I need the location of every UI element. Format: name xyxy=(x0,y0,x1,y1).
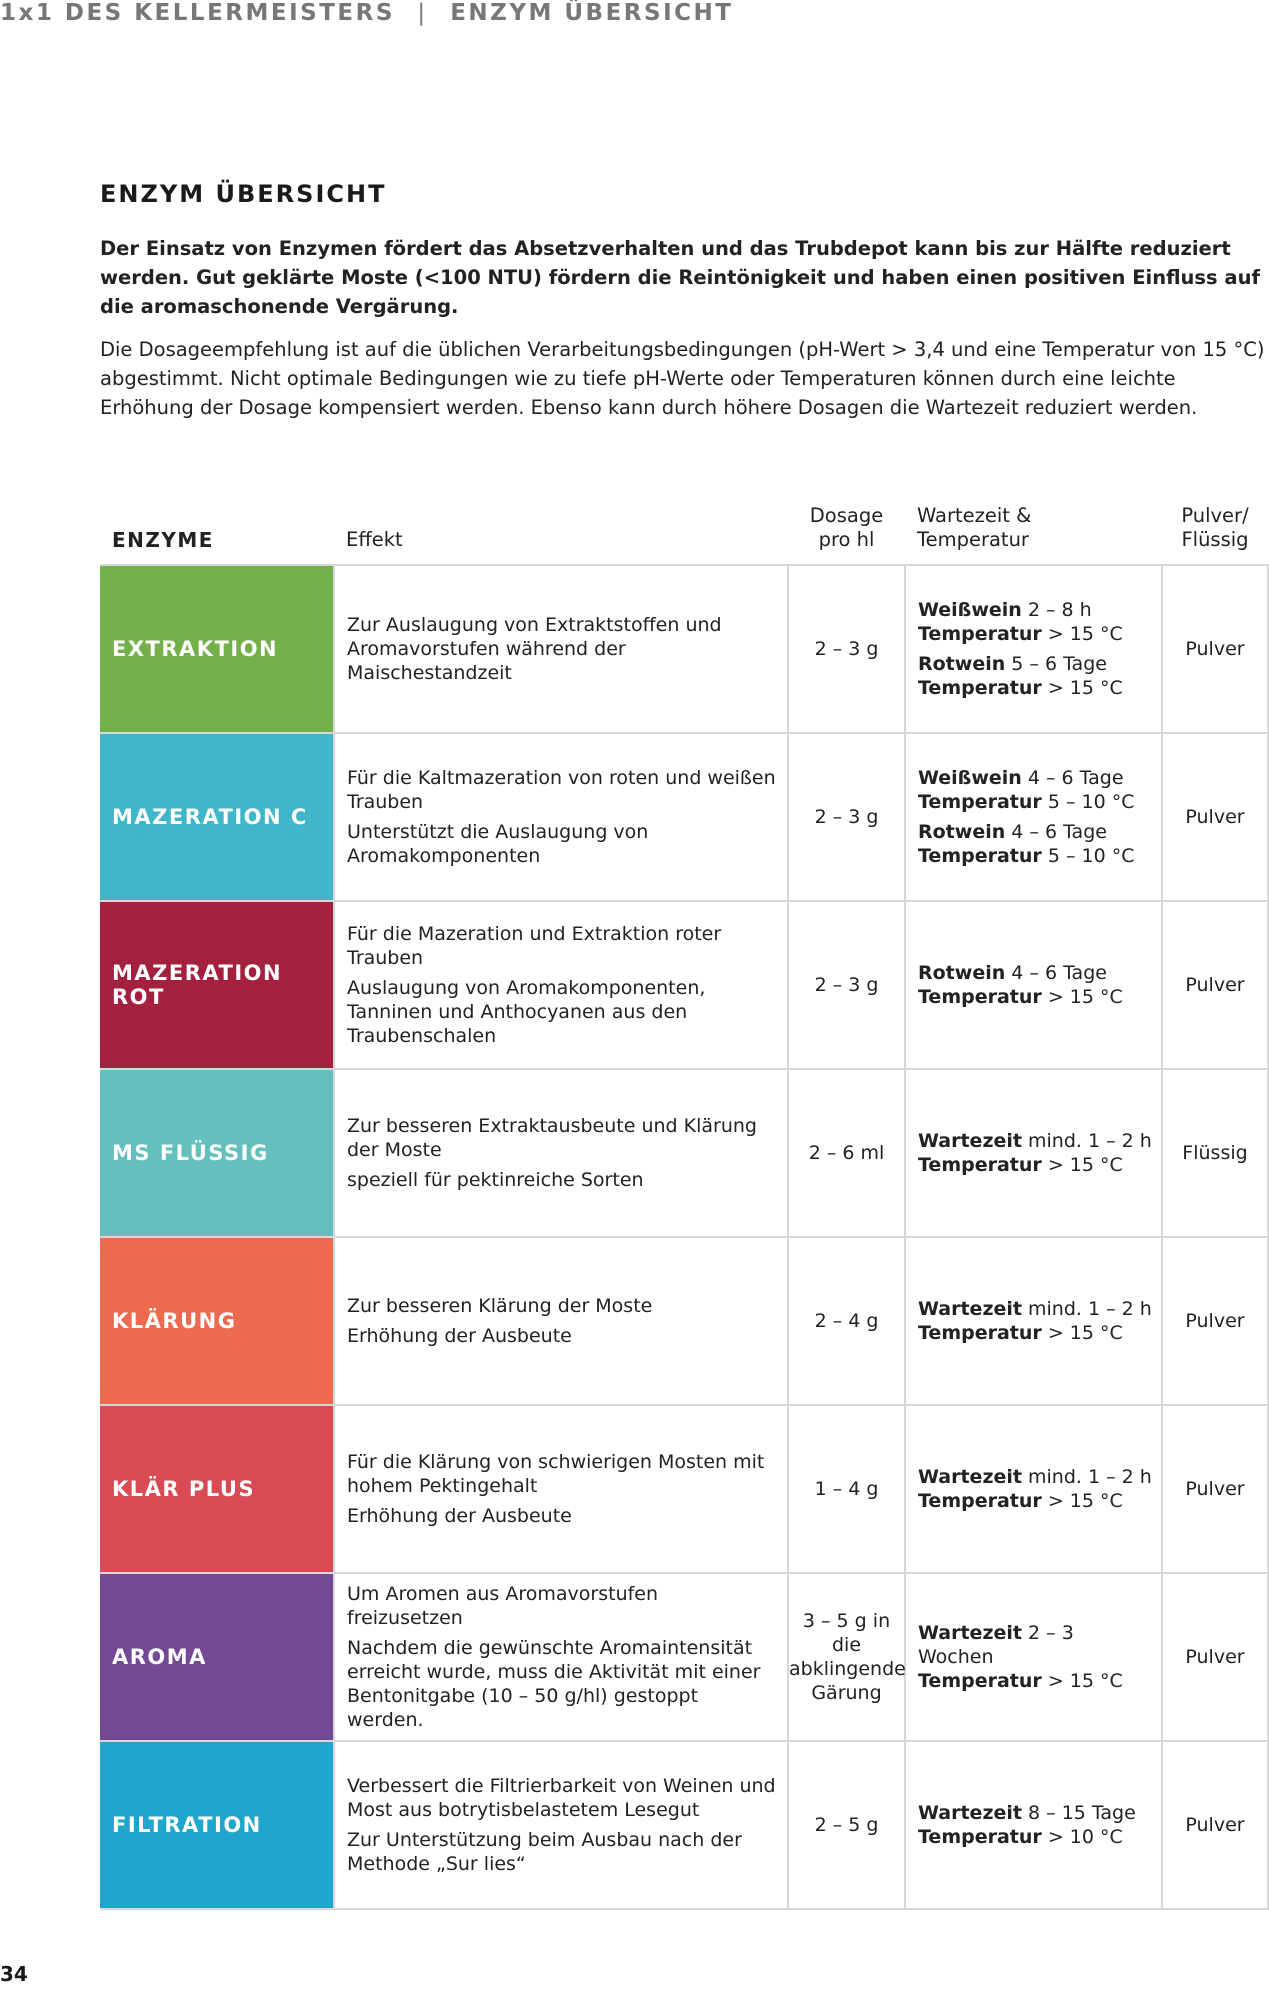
form-cell: Pulver xyxy=(1162,733,1268,901)
wait-label: Weißwein xyxy=(918,767,1022,789)
wait-line xyxy=(918,1465,1155,1489)
header-wait-line1: Wartezeit & xyxy=(917,504,1032,527)
effect-text: Zur besseren Extraktausbeute und Klärung der Moste xyxy=(347,1115,757,1161)
wait-label: Temperatur xyxy=(918,1154,1042,1176)
wait-label: Temperatur xyxy=(918,845,1042,867)
wait-label: Temperatur xyxy=(918,986,1042,1008)
header-dosage-line1: Dosage xyxy=(809,504,884,527)
effect-cell xyxy=(334,1237,788,1405)
wait-temperature-cell xyxy=(905,1237,1162,1405)
wait-label: Temperatur xyxy=(918,1322,1042,1344)
header-form-line2: Flüssig xyxy=(1181,528,1249,551)
form-cell: Pulver xyxy=(1162,565,1268,733)
wait-value: mind. 1 – 2 h xyxy=(1021,1466,1152,1488)
form-cell: Flüssig xyxy=(1162,1069,1268,1237)
dosage-cell: 2 – 3 g xyxy=(788,901,905,1069)
wait-value: 2 – 3 Wochen xyxy=(918,1622,1074,1668)
effect-text: Für die Mazeration und Extraktion roter Trauben xyxy=(347,923,722,969)
running-head xyxy=(0,0,733,26)
effect-cell xyxy=(334,1405,788,1573)
wait-value: mind. 1 – 2 h xyxy=(1021,1130,1152,1152)
enzyme-name-cell: MAZERATION ROT xyxy=(100,901,334,1069)
wait-label: Rotwein xyxy=(918,653,1006,675)
enzyme-name-cell: KLÄR PLUS xyxy=(100,1405,334,1573)
wait-value: > 10 °C xyxy=(1041,1826,1123,1848)
dosage-cell: 3 – 5 g in die abklingende Gärung xyxy=(788,1573,905,1741)
dosage-cell: 2 – 5 g xyxy=(788,1741,905,1909)
wait-value: > 15 °C xyxy=(1041,1322,1123,1344)
wait-value: > 15 °C xyxy=(1041,1154,1123,1176)
effect-text: Für die Klärung von schwierigen Mosten mit hohem Pektingehalt xyxy=(347,1451,765,1497)
wait-value: 5 – 6 Tage xyxy=(1005,653,1107,675)
effect-text-secondary: Unterstützt die Auslaugung von Aromakomponenten xyxy=(347,821,649,867)
wait-line xyxy=(918,790,1155,814)
running-head-topic: ENZYM ÜBERSICHT xyxy=(450,0,734,26)
wait-value: > 15 °C xyxy=(1041,623,1123,645)
wait-line xyxy=(918,1825,1155,1849)
wait-value: 4 – 6 Tage xyxy=(1021,767,1124,789)
effect-text-secondary: Erhöhung der Ausbeute xyxy=(347,1505,572,1527)
effect-cell xyxy=(334,733,788,901)
effect-text-secondary: speziell für pektinreiche Sorten xyxy=(347,1169,644,1191)
header-form xyxy=(1162,484,1268,565)
wait-label: Temperatur xyxy=(918,1490,1042,1512)
wait-line xyxy=(918,622,1155,646)
effect-text-secondary: Nachdem die gewünschte Aromaintensität erreicht wurde, muss die Aktivität mit einer Bentonitgabe (10 – 50 g/hl) gestoppt werden. xyxy=(347,1637,761,1731)
header-dosage xyxy=(788,484,905,565)
form-cell: Pulver xyxy=(1162,1573,1268,1741)
table-row xyxy=(100,1237,1268,1405)
wait-label: Wartezeit xyxy=(918,1802,1022,1824)
wait-value: > 15 °C xyxy=(1041,986,1123,1008)
effect-cell xyxy=(334,1069,788,1237)
wait-line xyxy=(918,844,1155,868)
table-row xyxy=(100,901,1268,1069)
header-effect: Effekt xyxy=(334,484,788,565)
intro-paragraph: Der Einsatz von Enzymen fördert das Absetzverhalten und das Trubdepot kann bis zur Hälfte reduziert werden. Gut geklärte Moste (<100 NTU) fördern die Reintönigkeit und haben einen positiven Einfluss auf die aromaschonende Vergärung. xyxy=(100,237,1260,318)
wait-value: mind. 1 – 2 h xyxy=(1021,1298,1152,1320)
header-dosage-line2: pro hl xyxy=(818,528,875,551)
wait-line xyxy=(918,961,1155,985)
dosage-cell: 2 – 6 ml xyxy=(788,1069,905,1237)
wait-line xyxy=(918,1621,1155,1669)
wait-label: Temperatur xyxy=(918,623,1042,645)
enzyme-name-cell: MAZERATION C xyxy=(100,733,334,901)
wait-label: Wartezeit xyxy=(918,1130,1022,1152)
wait-line xyxy=(918,1321,1155,1345)
wait-line xyxy=(918,598,1155,622)
enzyme-table xyxy=(100,484,1269,1910)
wait-line xyxy=(918,1297,1155,1321)
running-head-brand: 1x1 xyxy=(0,0,55,26)
dosage-cell: 2 – 4 g xyxy=(788,1237,905,1405)
wait-label: Temperatur xyxy=(918,1826,1042,1848)
wait-line xyxy=(918,652,1155,676)
running-head-section: DES KELLERMEISTERS xyxy=(64,0,395,26)
enzyme-name-cell: EXTRAKTION xyxy=(100,565,334,733)
effect-cell xyxy=(334,1573,788,1741)
form-cell: Pulver xyxy=(1162,901,1268,1069)
table-header-row xyxy=(100,484,1268,565)
wait-temperature-cell xyxy=(905,1405,1162,1573)
header-wait-line2: Temperatur xyxy=(917,528,1029,551)
wait-label: Temperatur xyxy=(918,1670,1042,1692)
wait-value: 5 – 10 °C xyxy=(1041,791,1135,813)
effect-text-secondary: Zur Unterstützung beim Ausbau nach der Methode „Sur lies“ xyxy=(347,1829,742,1875)
header-wait xyxy=(905,484,1162,565)
wait-value: > 15 °C xyxy=(1041,677,1123,699)
effect-text-secondary: Erhöhung der Ausbeute xyxy=(347,1325,572,1347)
effect-text: Zur Auslaugung von Extraktstoffen und Aromavorstufen während der Maischestandzeit xyxy=(347,614,722,684)
effect-text-secondary: Auslaugung von Aromakomponenten, Tanninen und Anthocyanen aus den Traubenschalen xyxy=(347,977,706,1047)
header-form-line1: Pulver/ xyxy=(1181,504,1249,527)
form-cell: Pulver xyxy=(1162,1405,1268,1573)
wait-line xyxy=(918,1153,1155,1177)
wait-value: 4 – 6 Tage xyxy=(1005,821,1107,843)
effect-text: Verbessert die Filtrierbarkeit von Weinen und Most aus botrytisbelastetem Lesegut xyxy=(347,1775,776,1821)
form-cell: Pulver xyxy=(1162,1741,1268,1909)
dosage-note-paragraph: Die Dosageempfehlung ist auf die üblichen Verarbeitungsbedingungen (pH-Wert > 3,4 und eine Temperatur von 15 °C) abgestimmt. Nicht optimale Bedingungen wie zu tiefe pH-Werte oder Temperaturen können durch eine leichte Erhöhung der Dosage kompensiert werden. Ebenso kann durch höhere Dosagen die Wartezeit reduziert werden. xyxy=(100,338,1265,419)
table-row xyxy=(100,1741,1268,1909)
effect-cell xyxy=(334,565,788,733)
wait-value: > 15 °C xyxy=(1041,1490,1123,1512)
wait-temperature-cell xyxy=(905,901,1162,1069)
wait-line xyxy=(918,820,1155,844)
header-enzyme: ENZYME xyxy=(100,484,334,565)
effect-text: Für die Kaltmazeration von roten und weißen Trauben xyxy=(347,767,776,813)
wait-label: Wartezeit xyxy=(918,1466,1022,1488)
wait-value: 5 – 10 °C xyxy=(1041,845,1135,867)
dosage-cell: 2 – 3 g xyxy=(788,733,905,901)
wait-temperature-cell xyxy=(905,1741,1162,1909)
page-number: 34 xyxy=(0,1962,28,1986)
wait-temperature-cell xyxy=(905,1069,1162,1237)
page-title: ENZYM ÜBERSICHT xyxy=(100,180,387,208)
table-row xyxy=(100,1405,1268,1573)
wait-temperature-cell xyxy=(905,565,1162,733)
dosage-cell: 2 – 3 g xyxy=(788,565,905,733)
enzyme-name-cell: FILTRATION xyxy=(100,1741,334,1909)
effect-cell xyxy=(334,901,788,1069)
wait-line xyxy=(918,1669,1155,1693)
table-row xyxy=(100,1069,1268,1237)
table-row xyxy=(100,733,1268,901)
running-head-separator: | xyxy=(417,0,428,26)
enzyme-name-cell: AROMA xyxy=(100,1573,334,1741)
wait-label: Temperatur xyxy=(918,791,1042,813)
wait-label: Weißwein xyxy=(918,599,1022,621)
wait-value: > 15 °C xyxy=(1041,1670,1123,1692)
wait-value: 8 – 15 Tage xyxy=(1021,1802,1136,1824)
wait-line xyxy=(918,676,1155,700)
effect-text: Zur besseren Klärung der Moste xyxy=(347,1295,653,1317)
wait-value: 2 – 8 h xyxy=(1021,599,1092,621)
wait-label: Wartezeit xyxy=(918,1298,1022,1320)
wait-label: Rotwein xyxy=(918,821,1006,843)
wait-line xyxy=(918,1489,1155,1513)
wait-temperature-cell xyxy=(905,1573,1162,1741)
wait-value: 4 – 6 Tage xyxy=(1005,962,1107,984)
wait-label: Temperatur xyxy=(918,677,1042,699)
enzyme-name-cell: MS FLÜSSIG xyxy=(100,1069,334,1237)
wait-line xyxy=(918,985,1155,1009)
table-row xyxy=(100,1573,1268,1741)
wait-temperature-cell xyxy=(905,733,1162,901)
enzyme-name-cell: KLÄRUNG xyxy=(100,1237,334,1405)
wait-line xyxy=(918,1129,1155,1153)
wait-line xyxy=(918,1801,1155,1825)
effect-cell xyxy=(334,1741,788,1909)
wait-label: Rotwein xyxy=(918,962,1006,984)
dosage-cell: 1 – 4 g xyxy=(788,1405,905,1573)
effect-text: Um Aromen aus Aromavorstufen freizusetzen xyxy=(347,1583,659,1629)
table-row xyxy=(100,565,1268,733)
form-cell: Pulver xyxy=(1162,1237,1268,1405)
wait-label: Wartezeit xyxy=(918,1622,1022,1644)
wait-line xyxy=(918,766,1155,790)
